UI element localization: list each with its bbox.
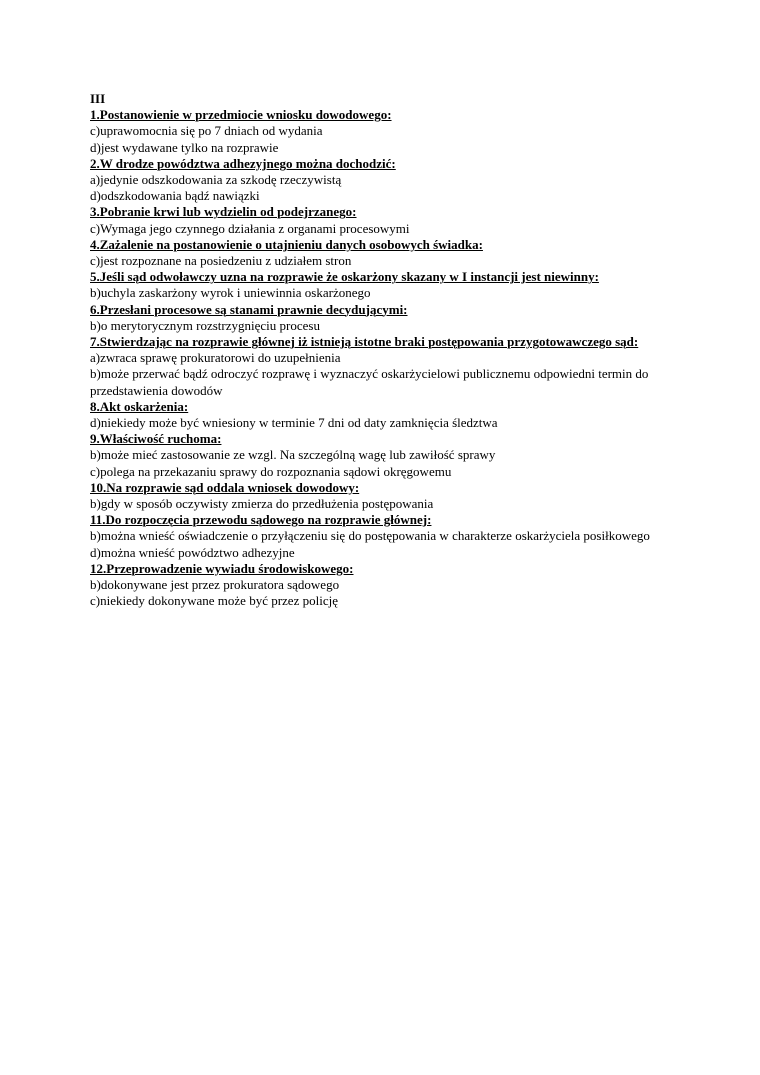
question-heading: 9.Właściwość ruchoma: xyxy=(90,431,222,447)
question-heading: 8.Akt oskarżenia: xyxy=(90,398,189,414)
question-heading: 3.Pobranie krwi lub wydzielin od podejrzanego: xyxy=(90,204,357,220)
question-heading: 7.Stwierdzając na rozprawie głównej iż istnieją istotne braki postępowania przygotowawczego sąd: xyxy=(90,334,639,350)
question-heading: 2.W drodze powództwa adhezyjnego można dochodzić: xyxy=(90,155,396,171)
question-block xyxy=(90,480,670,512)
question-block xyxy=(90,561,670,610)
question-block xyxy=(90,237,670,269)
answer-line: c)Wymaga jego czynnego działania z organami procesowymi xyxy=(90,220,410,236)
question-block xyxy=(90,107,670,156)
question-block xyxy=(90,269,670,301)
question-block xyxy=(90,431,670,480)
question-block xyxy=(90,204,670,236)
answer-line: d)odszkodowania bądź nawiązki xyxy=(90,188,260,204)
question-block xyxy=(90,302,670,334)
question-heading: 10.Na rozprawie sąd oddala wniosek dowodowy: xyxy=(90,479,360,495)
question-heading: 4.Zażalenie na postanowienie o utajnieniu danych osobowych świadka: xyxy=(90,236,483,252)
answer-line: b)może mieć zastosowanie ze wzgl. Na szczególną wagę lub zawiłość sprawy xyxy=(90,447,496,463)
answer-line: d)niekiedy może być wniesiony w terminie 7 dni od daty zamknięcia śledztwa xyxy=(90,415,498,431)
answer-line: d)można wnieść powództwo adhezyjne xyxy=(90,544,295,560)
question-block xyxy=(90,156,670,205)
answer-line: d)jest wydawane tylko na rozprawie xyxy=(90,139,279,155)
answer-line: c)polega na przekazaniu sprawy do rozpoznania sądowi okręgowemu xyxy=(90,463,452,479)
answer-line: a)zwraca sprawę prokuratorowi do uzupełnienia xyxy=(90,350,341,366)
question-heading: 5.Jeśli sąd odwoławczy uzna na rozprawie że oskarżony skazany w I instancji jest niewinny: xyxy=(90,269,599,285)
answer-line: b)może przerwać bądź odroczyć rozprawę i wyznaczyć oskarżycielowi publicznemu odpowiedni termin do przedstawienia dowodów xyxy=(90,366,649,398)
answer-line: b)można wnieść oświadczenie o przyłączeniu się do postępowania w charakterze oskarżyciela posiłkowego xyxy=(90,528,650,544)
answer-line: b)o merytorycznym rozstrzygnięciu procesu xyxy=(90,317,320,333)
document-page xyxy=(90,91,670,610)
question-block xyxy=(90,399,670,431)
answer-line: c)jest rozpoznane na posiedzeniu z udziałem stron xyxy=(90,253,352,269)
question-block xyxy=(90,334,670,399)
answer-line: b)gdy w sposób oczywisty zmierza do przedłużenia postępowania xyxy=(90,496,434,512)
answer-line: a)jedynie odszkodowania za szkodę rzeczywistą xyxy=(90,172,342,188)
answer-line: c)uprawomocnia się po 7 dniach od wydania xyxy=(90,123,323,139)
question-heading: 6.Przesłani procesowe są stanami prawnie decydującymi: xyxy=(90,301,408,317)
answer-line: b)uchyla zaskarżony wyrok i uniewinnia oskarżonego xyxy=(90,285,371,301)
question-heading: 1.Postanowienie w przedmiocie wniosku dowodowego: xyxy=(90,107,392,123)
answer-line: b)dokonywane jest przez prokuratora sądowego xyxy=(90,577,340,593)
section-heading: III xyxy=(90,91,106,106)
answer-line: c)niekiedy dokonywane może być przez policję xyxy=(90,593,338,609)
question-heading: 12.Przeprowadzenie wywiadu środowiskowego: xyxy=(90,560,354,576)
question-heading: 11.Do rozpoczęcia przewodu sądowego na rozprawie głównej: xyxy=(90,512,432,528)
question-block xyxy=(90,512,670,561)
